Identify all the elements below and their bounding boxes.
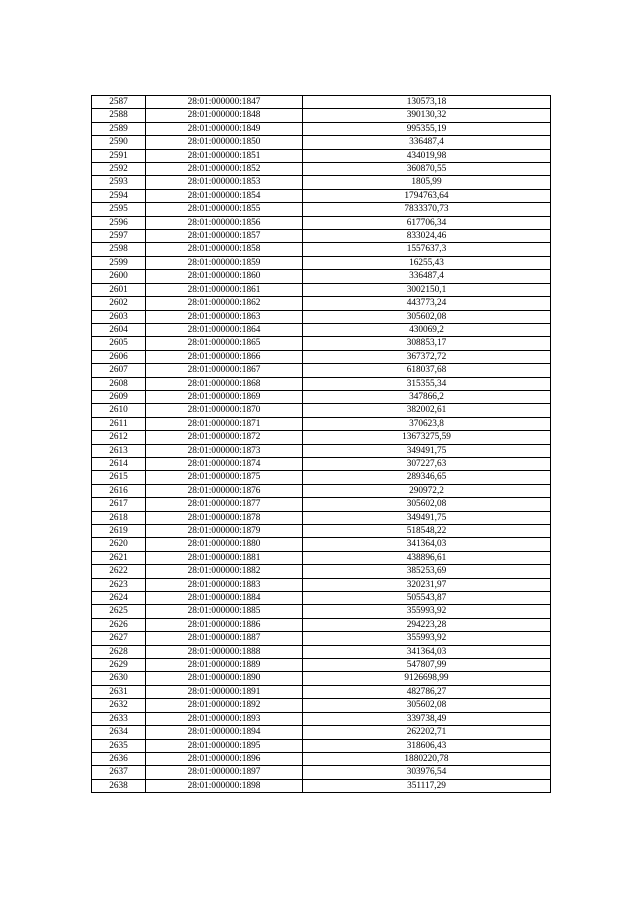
cadastral-number-cell: 28:01:000000:1864 — [146, 323, 303, 336]
row-number-cell: 2624 — [92, 592, 146, 605]
table-row — [92, 551, 551, 564]
table-row — [92, 323, 551, 336]
cadastral-number-cell: 28:01:000000:1886 — [146, 618, 303, 631]
table-row — [92, 766, 551, 779]
table-row — [92, 592, 551, 605]
cadastral-value-cell: 382002,61 — [303, 404, 551, 417]
cadastral-number-cell: 28:01:000000:1848 — [146, 109, 303, 122]
table-row — [92, 726, 551, 739]
cadastral-value-cell: 618037,68 — [303, 364, 551, 377]
cadastral-value-cell: 833024,46 — [303, 230, 551, 243]
table-row — [92, 712, 551, 725]
cadastral-value-cell: 294223,28 — [303, 618, 551, 631]
table-row — [92, 109, 551, 122]
row-number-cell: 2603 — [92, 310, 146, 323]
row-number-cell: 2617 — [92, 498, 146, 511]
row-number-cell: 2614 — [92, 457, 146, 470]
cadastral-value-cell: 303976,54 — [303, 766, 551, 779]
cadastral-value-cell: 367372,72 — [303, 350, 551, 363]
cadastral-value-cell: 290972,2 — [303, 484, 551, 497]
row-number-cell: 2600 — [92, 270, 146, 283]
cadastral-number-cell: 28:01:000000:1881 — [146, 551, 303, 564]
row-number-cell: 2632 — [92, 699, 146, 712]
cadastral-number-cell: 28:01:000000:1860 — [146, 270, 303, 283]
cadastral-value-cell: 355993,92 — [303, 632, 551, 645]
cadastral-number-cell: 28:01:000000:1870 — [146, 404, 303, 417]
cadastral-value-cell: 341364,03 — [303, 538, 551, 551]
cadastral-number-cell: 28:01:000000:1854 — [146, 189, 303, 202]
row-number-cell: 2588 — [92, 109, 146, 122]
row-number-cell: 2607 — [92, 364, 146, 377]
row-number-cell: 2631 — [92, 685, 146, 698]
cadastral-value-cell: 617706,34 — [303, 216, 551, 229]
cadastral-number-cell: 28:01:000000:1874 — [146, 457, 303, 470]
row-number-cell: 2608 — [92, 377, 146, 390]
cadastral-value-cell: 360870,55 — [303, 163, 551, 176]
cadastral-value-cell: 351117,29 — [303, 779, 551, 792]
table-row — [92, 498, 551, 511]
row-number-cell: 2595 — [92, 203, 146, 216]
table-row — [92, 618, 551, 631]
cadastral-number-cell: 28:01:000000:1853 — [146, 176, 303, 189]
cadastral-number-cell: 28:01:000000:1885 — [146, 605, 303, 618]
table-row — [92, 176, 551, 189]
cadastral-value-cell: 547807,99 — [303, 659, 551, 672]
table-row — [92, 243, 551, 256]
table-row — [92, 538, 551, 551]
table-row — [92, 337, 551, 350]
row-number-cell: 2592 — [92, 163, 146, 176]
table-row — [92, 632, 551, 645]
cadastral-value-cell: 318606,43 — [303, 739, 551, 752]
cadastral-value-cell: 7833370,73 — [303, 203, 551, 216]
table-row — [92, 297, 551, 310]
cadastral-number-cell: 28:01:000000:1893 — [146, 712, 303, 725]
table-row — [92, 350, 551, 363]
cadastral-value-cell: 315355,34 — [303, 377, 551, 390]
row-number-cell: 2616 — [92, 484, 146, 497]
cadastral-number-cell: 28:01:000000:1887 — [146, 632, 303, 645]
cadastral-number-cell: 28:01:000000:1884 — [146, 592, 303, 605]
row-number-cell: 2638 — [92, 779, 146, 792]
row-number-cell: 2627 — [92, 632, 146, 645]
cadastral-value-cell: 390130,32 — [303, 109, 551, 122]
cadastral-number-cell: 28:01:000000:1895 — [146, 739, 303, 752]
table-row — [92, 96, 551, 109]
cadastral-value-cell: 16255,43 — [303, 256, 551, 269]
cadastral-number-cell: 28:01:000000:1858 — [146, 243, 303, 256]
cadastral-value-cell: 1557637,3 — [303, 243, 551, 256]
cadastral-value-cell: 1880220,78 — [303, 752, 551, 765]
cadastral-value-cell: 1794763,64 — [303, 189, 551, 202]
row-number-cell: 2596 — [92, 216, 146, 229]
cadastral-number-cell: 28:01:000000:1897 — [146, 766, 303, 779]
cadastral-value-cell: 130573,18 — [303, 96, 551, 109]
row-number-cell: 2612 — [92, 431, 146, 444]
table-row — [92, 163, 551, 176]
table-row — [92, 203, 551, 216]
table-row — [92, 404, 551, 417]
cadastral-value-cell: 305602,08 — [303, 310, 551, 323]
cadastral-value-cell: 370623,8 — [303, 417, 551, 430]
cadastral-value-cell: 13673275,59 — [303, 431, 551, 444]
cadastral-number-cell: 28:01:000000:1878 — [146, 511, 303, 524]
table-row — [92, 645, 551, 658]
table-row — [92, 484, 551, 497]
table-row — [92, 739, 551, 752]
table-row — [92, 471, 551, 484]
row-number-cell: 2637 — [92, 766, 146, 779]
row-number-cell: 2590 — [92, 136, 146, 149]
table-body — [92, 96, 551, 793]
cadastral-value-cell: 305602,08 — [303, 498, 551, 511]
table-row — [92, 444, 551, 457]
cadastral-number-cell: 28:01:000000:1882 — [146, 565, 303, 578]
table-row — [92, 149, 551, 162]
cadastral-number-cell: 28:01:000000:1862 — [146, 297, 303, 310]
table-row — [92, 230, 551, 243]
cadastral-number-cell: 28:01:000000:1849 — [146, 122, 303, 135]
cadastral-number-cell: 28:01:000000:1891 — [146, 685, 303, 698]
row-number-cell: 2599 — [92, 256, 146, 269]
cadastral-number-cell: 28:01:000000:1869 — [146, 390, 303, 403]
row-number-cell: 2613 — [92, 444, 146, 457]
row-number-cell: 2615 — [92, 471, 146, 484]
cadastral-value-cell: 305602,08 — [303, 699, 551, 712]
cadastral-number-cell: 28:01:000000:1896 — [146, 752, 303, 765]
row-number-cell: 2601 — [92, 283, 146, 296]
row-number-cell: 2597 — [92, 230, 146, 243]
cadastral-value-cell: 262202,71 — [303, 726, 551, 739]
cadastral-number-cell: 28:01:000000:1866 — [146, 350, 303, 363]
row-number-cell: 2618 — [92, 511, 146, 524]
row-number-cell: 2593 — [92, 176, 146, 189]
table-row — [92, 417, 551, 430]
cadastral-number-cell: 28:01:000000:1873 — [146, 444, 303, 457]
cadastral-value-cell: 443773,24 — [303, 297, 551, 310]
cadastral-number-cell: 28:01:000000:1871 — [146, 417, 303, 430]
row-number-cell: 2609 — [92, 390, 146, 403]
cadastral-value-cell: 505543,87 — [303, 592, 551, 605]
table-row — [92, 256, 551, 269]
cadastral-value-cell: 438896,61 — [303, 551, 551, 564]
row-number-cell: 2606 — [92, 350, 146, 363]
row-number-cell: 2619 — [92, 525, 146, 538]
cadastral-value-cell: 347866,2 — [303, 390, 551, 403]
cadastral-value-cell: 385253,69 — [303, 565, 551, 578]
cadastral-value-cell: 349491,75 — [303, 511, 551, 524]
table-row — [92, 699, 551, 712]
cadastral-number-cell: 28:01:000000:1863 — [146, 310, 303, 323]
table-row — [92, 122, 551, 135]
table-row — [92, 283, 551, 296]
row-number-cell: 2598 — [92, 243, 146, 256]
table-row — [92, 685, 551, 698]
cadastral-value-cell: 482786,27 — [303, 685, 551, 698]
table-row — [92, 565, 551, 578]
table-row — [92, 136, 551, 149]
cadastral-number-cell: 28:01:000000:1865 — [146, 337, 303, 350]
cadastral-value-cell: 336487,4 — [303, 136, 551, 149]
cadastral-number-cell: 28:01:000000:1872 — [146, 431, 303, 444]
cadastral-value-cell: 341364,03 — [303, 645, 551, 658]
table-row — [92, 377, 551, 390]
table-row — [92, 216, 551, 229]
table-row — [92, 578, 551, 591]
cadastral-number-cell: 28:01:000000:1879 — [146, 525, 303, 538]
table-row — [92, 672, 551, 685]
row-number-cell: 2633 — [92, 712, 146, 725]
row-number-cell: 2621 — [92, 551, 146, 564]
cadastral-value-cell: 336487,4 — [303, 270, 551, 283]
cadastral-number-cell: 28:01:000000:1867 — [146, 364, 303, 377]
table-row — [92, 270, 551, 283]
cadastral-value-cell: 518548,22 — [303, 525, 551, 538]
cadastral-number-cell: 28:01:000000:1850 — [146, 136, 303, 149]
table-row — [92, 390, 551, 403]
cadastral-value-cell: 349491,75 — [303, 444, 551, 457]
cadastral-number-cell: 28:01:000000:1890 — [146, 672, 303, 685]
table-row — [92, 659, 551, 672]
row-number-cell: 2591 — [92, 149, 146, 162]
table-row — [92, 752, 551, 765]
cadastral-number-cell: 28:01:000000:1889 — [146, 659, 303, 672]
row-number-cell: 2636 — [92, 752, 146, 765]
cadastral-value-cell: 355993,92 — [303, 605, 551, 618]
row-number-cell: 2611 — [92, 417, 146, 430]
cadastral-number-cell: 28:01:000000:1851 — [146, 149, 303, 162]
cadastral-number-cell: 28:01:000000:1859 — [146, 256, 303, 269]
row-number-cell: 2629 — [92, 659, 146, 672]
row-number-cell: 2626 — [92, 618, 146, 631]
row-number-cell: 2594 — [92, 189, 146, 202]
cadastral-number-cell: 28:01:000000:1852 — [146, 163, 303, 176]
cadastral-number-cell: 28:01:000000:1861 — [146, 283, 303, 296]
cadastral-value-cell: 995355,19 — [303, 122, 551, 135]
cadastral-number-cell: 28:01:000000:1868 — [146, 377, 303, 390]
table-row — [92, 364, 551, 377]
cadastral-number-cell: 28:01:000000:1847 — [146, 96, 303, 109]
cadastral-value-cell: 308853,17 — [303, 337, 551, 350]
table-row — [92, 525, 551, 538]
row-number-cell: 2589 — [92, 122, 146, 135]
row-number-cell: 2587 — [92, 96, 146, 109]
cadastral-number-cell: 28:01:000000:1877 — [146, 498, 303, 511]
cadastral-number-cell: 28:01:000000:1880 — [146, 538, 303, 551]
row-number-cell: 2628 — [92, 645, 146, 658]
cadastral-value-cell: 430069,2 — [303, 323, 551, 336]
cadastral-number-cell: 28:01:000000:1892 — [146, 699, 303, 712]
table-row — [92, 431, 551, 444]
table-row — [92, 457, 551, 470]
cadastral-value-cell: 289346,65 — [303, 471, 551, 484]
row-number-cell: 2602 — [92, 297, 146, 310]
cadastral-number-cell: 28:01:000000:1888 — [146, 645, 303, 658]
table-row — [92, 511, 551, 524]
row-number-cell: 2630 — [92, 672, 146, 685]
cadastral-number-cell: 28:01:000000:1898 — [146, 779, 303, 792]
table-row — [92, 189, 551, 202]
cadastral-number-cell: 28:01:000000:1857 — [146, 230, 303, 243]
cadastral-value-cell: 339738,49 — [303, 712, 551, 725]
row-number-cell: 2610 — [92, 404, 146, 417]
cadastral-number-cell: 28:01:000000:1876 — [146, 484, 303, 497]
row-number-cell: 2604 — [92, 323, 146, 336]
cadastral-number-cell: 28:01:000000:1855 — [146, 203, 303, 216]
cadastral-number-cell: 28:01:000000:1875 — [146, 471, 303, 484]
row-number-cell: 2635 — [92, 739, 146, 752]
cadastral-number-cell: 28:01:000000:1856 — [146, 216, 303, 229]
cadastral-value-cell: 434019,98 — [303, 149, 551, 162]
table-row — [92, 310, 551, 323]
row-number-cell: 2634 — [92, 726, 146, 739]
table-row — [92, 779, 551, 792]
table-row — [92, 605, 551, 618]
cadastral-value-cell: 307227,63 — [303, 457, 551, 470]
row-number-cell: 2623 — [92, 578, 146, 591]
row-number-cell: 2605 — [92, 337, 146, 350]
cadastral-value-cell: 320231,97 — [303, 578, 551, 591]
cadastral-value-table — [91, 95, 551, 793]
row-number-cell: 2625 — [92, 605, 146, 618]
cadastral-value-cell: 1805,99 — [303, 176, 551, 189]
row-number-cell: 2620 — [92, 538, 146, 551]
cadastral-value-cell: 9126698,99 — [303, 672, 551, 685]
row-number-cell: 2622 — [92, 565, 146, 578]
cadastral-number-cell: 28:01:000000:1883 — [146, 578, 303, 591]
cadastral-value-cell: 3002150,1 — [303, 283, 551, 296]
cadastral-number-cell: 28:01:000000:1894 — [146, 726, 303, 739]
